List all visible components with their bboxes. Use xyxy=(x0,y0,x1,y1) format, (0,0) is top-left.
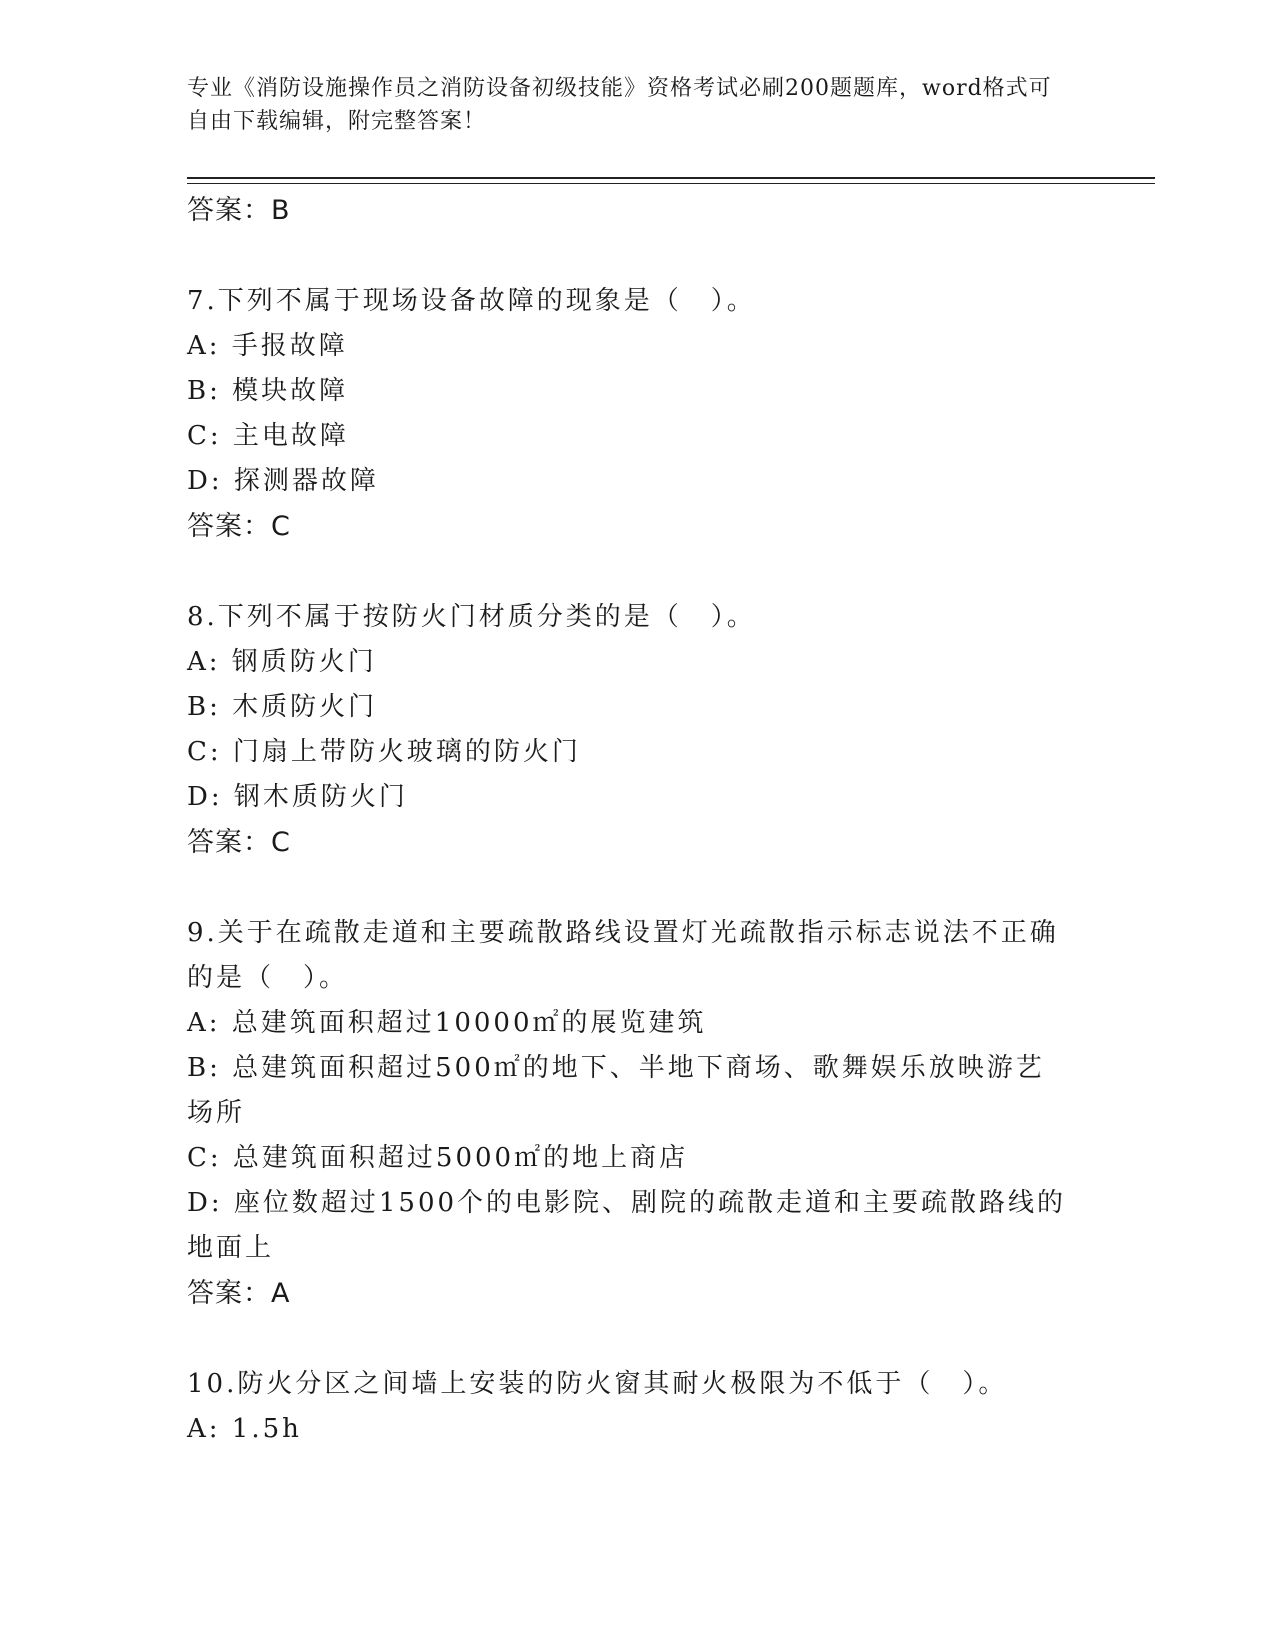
option-a: A: 总建筑面积超过10000㎡的展览建筑 xyxy=(187,1008,707,1038)
header-intro-text: 专业《消防设施操作员之消防设备初级技能》资格考试必刷200题题库，word格式可自由下载编辑，附完整答案！ xyxy=(187,76,1052,134)
question-stem: 8.下列不属于按防火门材质分类的是（ ）。 xyxy=(187,602,756,632)
option-c: C: 总建筑面积超过5000㎡的地上商店 xyxy=(187,1143,689,1173)
option-d: D: 钢木质防火门 xyxy=(187,782,408,812)
answer-line: 答案：C xyxy=(187,511,291,542)
option-d: D: 座位数超过1500个的电影院、剧院的疏散走道和主要疏散路线的地面上 xyxy=(187,1188,1067,1263)
question-block-10 xyxy=(187,1362,1067,1452)
document-header xyxy=(187,72,1067,138)
question-list xyxy=(187,188,1067,1452)
option-b: B: 总建筑面积超过500㎡的地下、半地下商场、歌舞娱乐放映游艺场所 xyxy=(187,1053,1045,1128)
option-b: B: 木质防火门 xyxy=(187,692,378,722)
option-a: A: 1.5h xyxy=(187,1414,302,1444)
header-rule-thin xyxy=(187,183,1155,184)
question-stem: 7.下列不属于现场设备故障的现象是（ ）。 xyxy=(187,286,756,316)
option-b: B: 模块故障 xyxy=(187,376,349,406)
answer-line: 答案：A xyxy=(187,1278,291,1309)
question-stem: 10.防火分区之间墙上安装的防火窗其耐火极限为不低于（ ）。 xyxy=(187,1369,1008,1399)
question-block-7 xyxy=(187,279,1067,550)
option-a: A: 钢质防火门 xyxy=(187,647,377,677)
question-stem: 9.关于在疏散走道和主要疏散路线设置灯光疏散指示标志说法不正确的是（ ）。 xyxy=(187,918,1059,993)
answer-line: 答案：B xyxy=(187,195,291,226)
option-c: C: 主电故障 xyxy=(187,421,349,451)
option-c: C: 门扇上带防火玻璃的防火门 xyxy=(187,737,581,767)
answer-line: 答案：C xyxy=(187,827,291,858)
header-rule-thick xyxy=(187,177,1155,179)
question-block-8 xyxy=(187,595,1067,866)
question-block-9 xyxy=(187,911,1067,1317)
option-d: D: 探测器故障 xyxy=(187,466,379,496)
option-a: A: 手报故障 xyxy=(187,331,348,361)
